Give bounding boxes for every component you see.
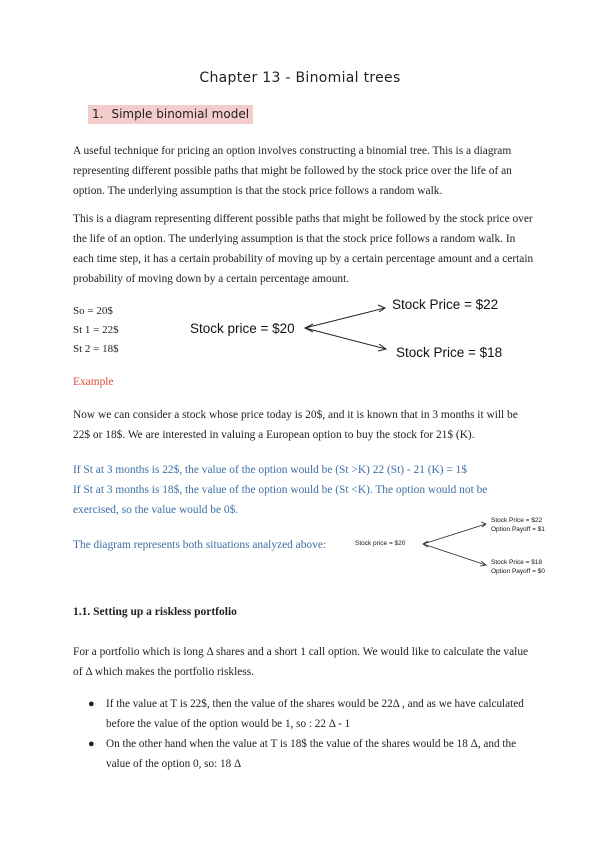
diagram2-up-price: Stock Price = $22 [491,517,543,524]
bullet-icon: ● [88,698,95,710]
section-label: Simple binomial model [111,107,250,121]
diagram1-down-label: Stock Price = $18 [396,345,503,360]
bullet-icon: ● [88,738,95,750]
bullet-text: On the other hand when the value at T is 18$ the value of the shares would be 18 Δ, and the value of the option 0, so: 18 Δ [106,738,517,770]
value-st1: St 1 = 22$ [73,324,119,336]
portfolio-paragraph: For a portfolio which is long Δ shares and a short 1 call option. We would like to calculate the value of Δ which makes the portfolio riskless. [73,646,529,678]
intro-paragraph: A useful technique for pricing an option involves constructing a binomial tree. This is a diagram representing different possible paths that might be followed by the stock price over the life of an option. The underlying assumption is that the stock price follows a random walk. [73,145,512,197]
case-up-text: If St at 3 months is 22$, the value of the option would be (St >K) 22 (St) - 21 (K) = 1$ [73,464,468,476]
bullet-text: If the value at T is 22$, then the value of the shares would be 22Δ , and as we have calculated before the value of the option would be 1, so : 22 Δ - 1 [106,698,524,730]
subsection-title: 1.1. Setting up a riskless portfolio [73,606,237,618]
diagram1-up-label: Stock Price = $22 [392,297,499,312]
case-down-text: If St at 3 months is 18$, the value of the option would be (St <K). The option would not be exercised, so the value would be 0$. [73,484,488,516]
list-item [73,694,543,734]
section-number: 1. [92,107,104,121]
diagram2-start-label: Stock price = $20 [355,540,406,547]
list-item [73,734,543,774]
example-paragraph: Now we can consider a stock whose price today is 20$, and it is known that in 3 months it will be 22$ or 18$. We are interested in valuing a European option to buy the stock for 21$ (K). [73,409,518,441]
second-paragraph: This is a diagram representing different possible paths that might be followed by the stock price over the life of an option. The underlying assumption is that the stock price follows a random walk. In each time step, it has a certain probability of moving up by a certain percentage amount and a certain probability of moving down by a certain percentage amount. [73,213,534,285]
diagram2-down-arrow [423,544,486,565]
diagram1-start-label: Stock price = $20 [190,321,295,336]
diagram-caption: The diagram represents both situations analyzed above: [73,539,327,551]
value-s0: So = 20$ [73,305,113,317]
diagram2-origin-arrowhead [423,541,428,547]
value-st2: St 2 = 18$ [73,343,119,355]
example-label: Example [73,376,114,388]
diagram2-up-payoff: Option Payoff = $1 [491,526,545,533]
bullet-list [73,694,543,774]
page-title: Chapter 13 - Binomial trees [199,70,401,86]
diagram2-up-arrow [423,524,486,544]
diagram2-down-price: Stock Price = $18 [491,559,543,566]
diagram2-down-payoff: Option Payoff = $0 [491,568,545,575]
